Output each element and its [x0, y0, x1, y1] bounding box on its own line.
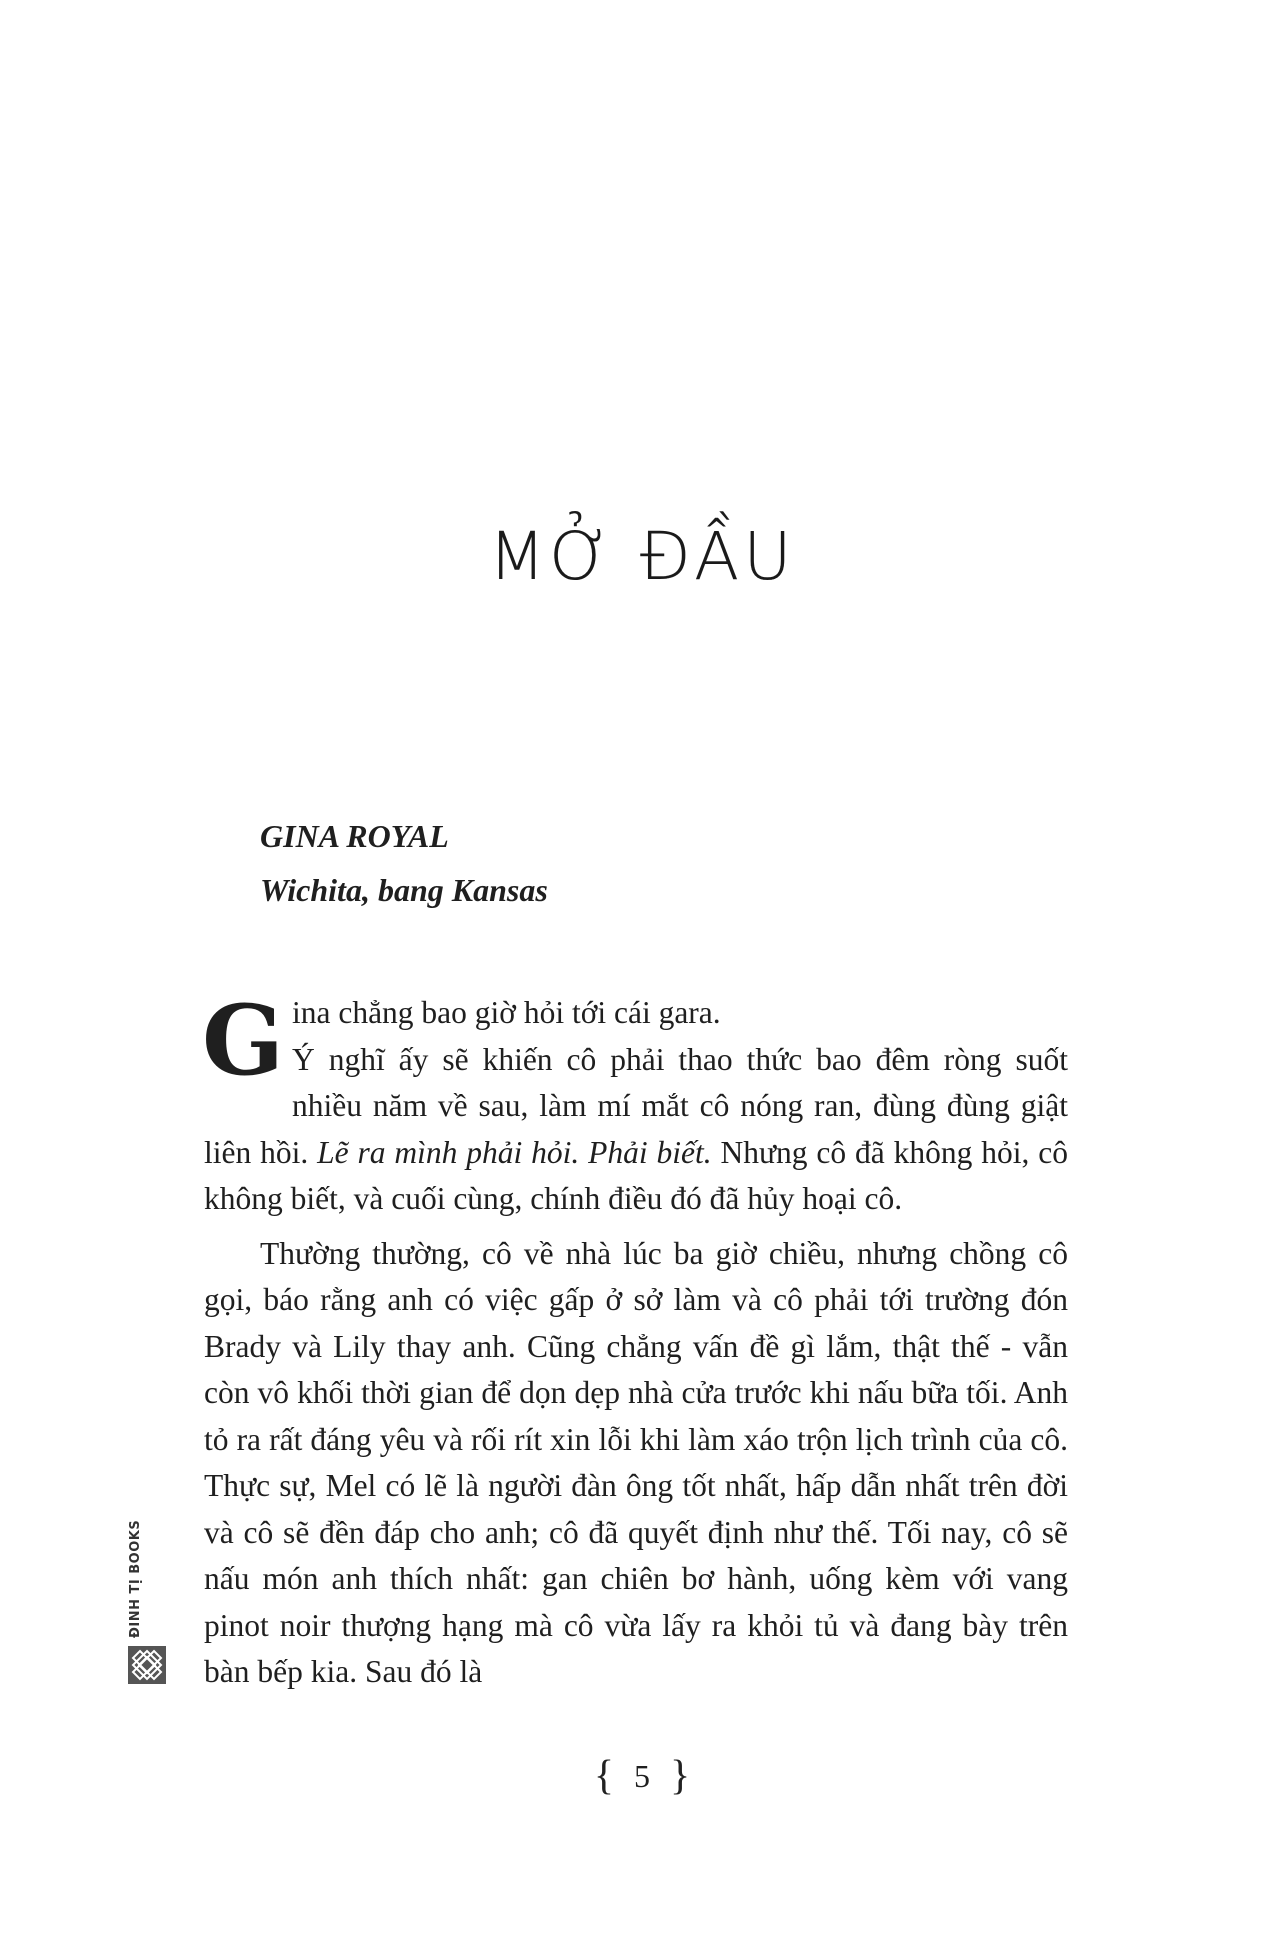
pov-location: Wichita, bang Kansas	[260, 872, 548, 908]
pov-character-name: GINA ROYAL	[260, 818, 449, 854]
chapter-title: MỞ ĐẦU	[488, 518, 796, 595]
drop-cap: G	[202, 984, 284, 1097]
page-number-brace-open: {	[593, 1753, 614, 1799]
paragraph-1-ending: Nhưng cô đã không hỏi, cô không biết, và cuối cùng, chính điều đó đã hủy hoại cô.	[204, 1134, 1068, 1216]
page-number-brace-close: }	[670, 1753, 691, 1799]
page-number-value: 5	[634, 1758, 650, 1794]
publisher-mark	[126, 1520, 170, 1700]
dinhti-logo-icon	[128, 1646, 166, 1684]
paragraph-2: Thường thường, cô về nhà lúc ba giờ chiều, nhưng chồng cô gọi, báo rằng anh có việc gấp ở sở làm và cô phải tới trường đón Brady và Lily thay anh. Cũng chẳng vấn đề gì lắm, thật thế - vẫn còn vô khối thời gian để dọn dẹp nhà cửa trước khi nấu bữa tối. Anh tỏ ra rất đáng yêu và rối rít xin lỗi khi làm xáo trộn lịch trình của cô. Thực sự, Mel có lẽ là người đàn ông tốt nhất, hấp dẫn nhất trên đời và cô sẽ đền đáp cho anh; cô đã quyết định như thế. Tối nay, cô sẽ nấu món anh thích nhất: gan chiên bơ hành, uống kèm với vang pinot noir thượng hạng mà cô vừa lấy ra khỏi tủ và đang bày trên bàn bếp kia. Sau đó là	[204, 1235, 1068, 1689]
paragraph-1-first-line: ina chẳng bao giờ hỏi tới cái gara.	[291, 995, 721, 1030]
paragraph-1-text: Ý nghĩ ấy sẽ khiến cô phải thao thức bao đêm ròng suốt nhiều năm về sau, làm mí mắt cô nóng ran, đùng đùng giật liên hồi.	[204, 1041, 1068, 1170]
chapter-body	[202, 984, 1068, 1696]
publisher-name: ĐINH TỊ BOOKS	[128, 1519, 143, 1638]
paragraph-1	[202, 984, 1068, 1223]
page-number	[0, 1750, 1284, 1798]
paragraph-1-italic-thought: Lẽ ra mình phải hỏi. Phải biết.	[317, 1134, 712, 1170]
